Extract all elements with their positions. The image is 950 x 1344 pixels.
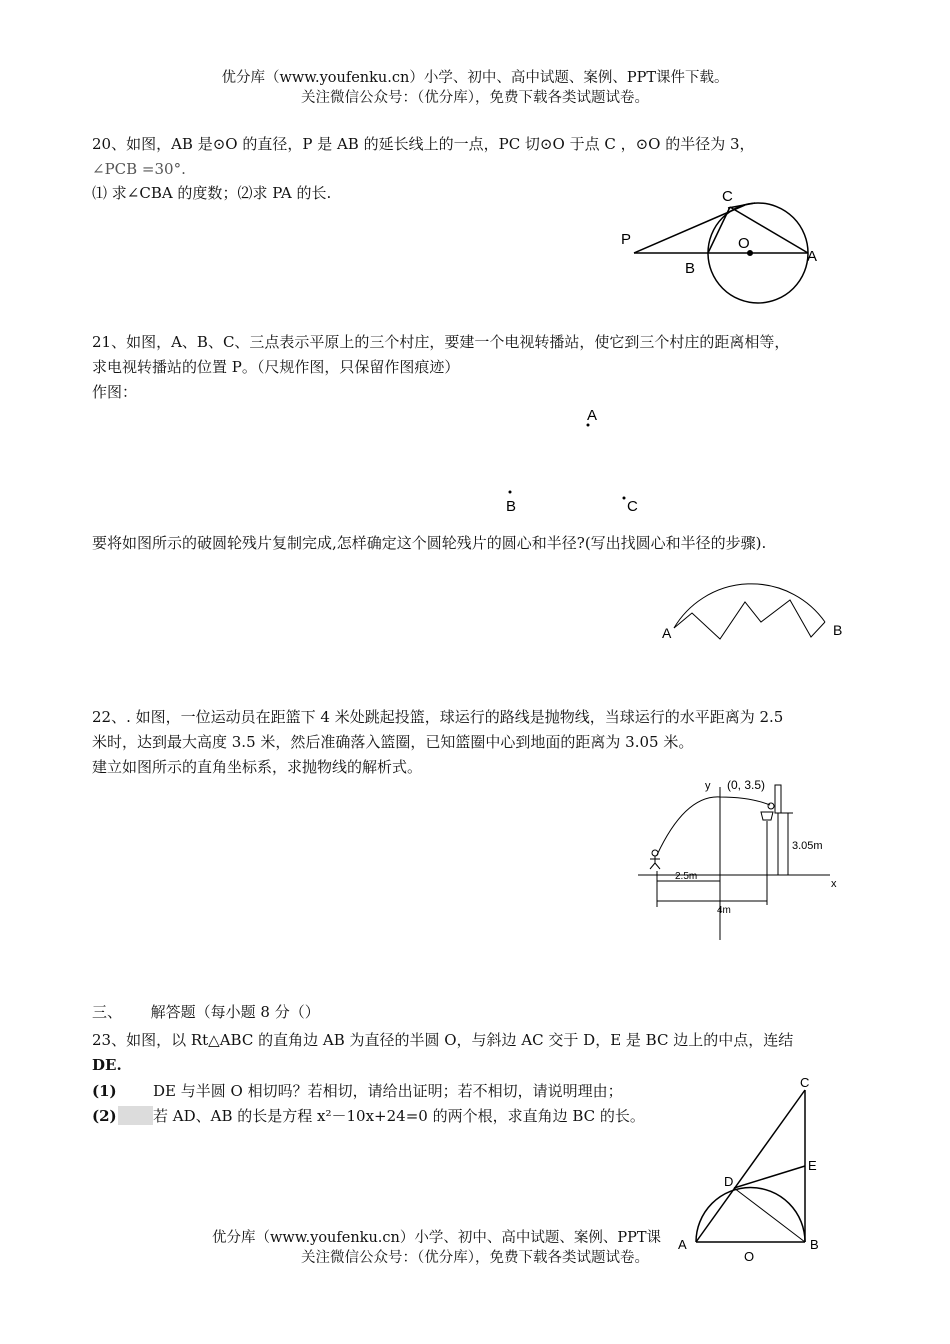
dim-4-label: 4m [717, 905, 731, 916]
q21-line-2: 求电视转播站的位置 P。（尺规作图，只保留作图痕迹） [92, 358, 460, 376]
village-c-dot [623, 497, 626, 500]
q23-line-2: DE. [92, 1056, 122, 1074]
x-axis-label: x [831, 878, 837, 890]
q20-figure [610, 185, 820, 310]
header-line-2: 关注微信公众号：（优分库），免费下载各类试题试卷。 [301, 90, 649, 106]
section-3-title: 三、 解答题（每小题 8 分（） [92, 1003, 320, 1021]
q23-part-1-num: (1) [92, 1082, 117, 1100]
player-head [652, 850, 658, 856]
q22-line-1: 22、. 如图，一位运动员在距篮下 4 米处跳起投篮，球运行的路线是抛物线，当球运行的水平距离为 2.5 [92, 708, 784, 726]
label-a: A [807, 248, 818, 265]
q20-line-3: ⑴ 求∠CBA 的度数；⑵求 PA 的长. [92, 184, 332, 202]
footer-line-1: 优分库（www.youfenku.cn）小学、初中、高中试题、案例、PPT课 [212, 1230, 662, 1246]
q23-line-1: 23、如图，以 Rt△ABC 的直角边 AB 为直径的半圆 O，与斜边 AC 交于 D，E 是 BC 边上的中点，连结 [92, 1031, 794, 1049]
q23-part-1: DE 与半圆 O 相切吗？若相切，请给出证明；若不相切，请说明理由； [153, 1082, 623, 1100]
backboard [775, 785, 781, 813]
wheel-broken-edge [674, 600, 825, 639]
label-o: O [738, 235, 750, 252]
line-pc [634, 205, 745, 253]
height-label: 3.05m [792, 840, 823, 852]
q22-line-3: 建立如图所示的直角坐标系，求抛物线的解析式。 [92, 758, 423, 776]
label-c: C [800, 1075, 810, 1090]
line-cb [708, 207, 730, 253]
wheel-figure [650, 560, 860, 650]
header-line-1: 优分库（www.youfenku.cn）小学、初中、高中试题、案例、PPT课件下载。 [221, 70, 729, 86]
village-c-label: C [627, 498, 638, 515]
label-d: D [724, 1174, 734, 1189]
side-ac [696, 1090, 805, 1242]
q23-part-2-num: (2) [92, 1107, 117, 1125]
q22-line-2: 米时，达到最大高度 3.5 米，然后准确落入篮圈，已知篮圈中心到地面的距离为 3.05 米。 [92, 733, 694, 751]
parabola [657, 797, 770, 855]
label-e: E [808, 1158, 817, 1173]
wheel-question: 要将如图所示的破圆轮残片复制完成,怎样确定这个圆轮残片的圆心和半径?(写出找圆心和半径的步骤). [92, 534, 767, 552]
dim-2-5-label: 2.5m [675, 871, 698, 882]
segment-de [734, 1166, 805, 1188]
hoop [761, 812, 773, 820]
wheel-label-b: B [833, 622, 843, 638]
label-b: B [810, 1237, 819, 1252]
q21-line-3: 作图： [92, 383, 138, 401]
player-body [650, 856, 660, 869]
village-b-dot [509, 491, 512, 494]
q20-line-1: 20、如图，AB 是⊙O 的直径，P 是 AB 的延长线上的一点，PC 切⊙O 于点 C ，⊙O 的半径为 3， [92, 135, 755, 153]
q22-figure [635, 775, 850, 945]
q21-figure [495, 400, 655, 520]
q23-figure [672, 1072, 832, 1267]
village-b-label: B [506, 498, 517, 515]
village-a-dot [587, 424, 590, 427]
semicircle [696, 1188, 805, 1243]
q21-line-1: 21、如图，A、B、C、三点表示平原上的三个村庄，要建一个电视转播站，使它到三个村庄的距离相等， [92, 333, 790, 351]
village-a-label: A [587, 407, 598, 424]
q20-line-2: ∠PCB =30°. [92, 160, 186, 178]
wheel-label-a: A [662, 625, 672, 641]
label-a: A [678, 1237, 687, 1252]
ball [768, 803, 774, 809]
label-b: B [685, 260, 696, 277]
label-c: C [722, 188, 733, 205]
q23-part-2: 若 AD、AB 的长是方程 x²－10x+24=0 的两个根，求直角边 BC 的长。 [153, 1107, 645, 1125]
y-axis-label: y [705, 780, 711, 792]
footer-line-2: 关注微信公众号：（优分库），免费下载各类试题试卷。 [301, 1250, 649, 1266]
label-p: P [621, 231, 632, 248]
vertex-label: (0, 3.5) [727, 778, 766, 792]
segment-db [734, 1188, 805, 1242]
label-o: O [744, 1249, 755, 1264]
highlight-mark [118, 1106, 153, 1125]
